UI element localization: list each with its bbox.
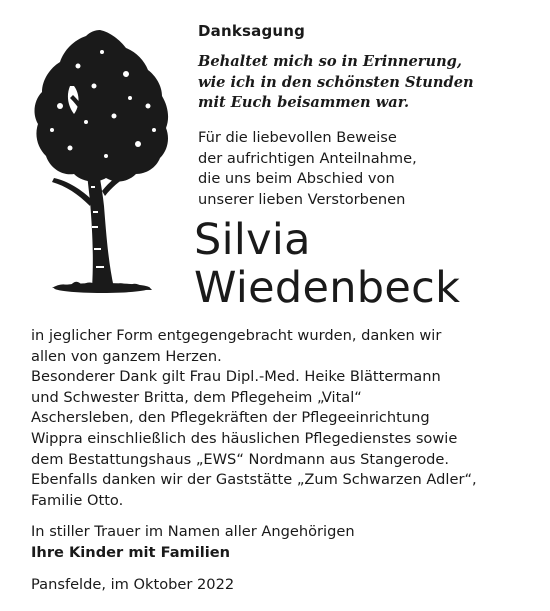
deceased-last-name: Wiedenbeck	[194, 263, 461, 313]
body-line: Wippra einschließlich des häuslichen Pflegedienstes sowie	[31, 429, 458, 447]
body-line: Besonderer Dank gilt Frau Dipl.-Med. Heike Blättermann	[31, 368, 441, 386]
closing-block	[31, 522, 355, 563]
quote-line: wie ich in den schönsten Stunden	[198, 73, 474, 91]
notice-heading: Danksagung	[198, 22, 306, 40]
acknowledgement-body	[31, 326, 477, 511]
quote-line: Behaltet mich so in Erinnerung,	[198, 53, 462, 70]
intro-line: Für die liebevollen Beweise	[198, 129, 397, 146]
quote-line: mit Euch beisammen war.	[198, 94, 410, 111]
place-date: Pansfelde, im Oktober 2022	[31, 576, 235, 593]
body-line: Aschersleben, den Pflegekräften der Pflegeeinrichtung	[31, 409, 430, 427]
body-line: allen von ganzem Herzen.	[31, 347, 222, 365]
intro-line: der aufrichtigen Anteilnahme,	[198, 149, 417, 167]
intro-text	[198, 128, 417, 210]
intro-line: unserer lieben Verstorbenen	[198, 190, 406, 208]
body-line: in jeglicher Form entgegengebracht wurden, danken wir	[31, 327, 442, 344]
intro-line: die uns beim Abschied von	[198, 170, 395, 187]
body-line: und Schwester Britta, dem Pflegeheim „Vital“	[31, 388, 362, 406]
memorial-quote	[198, 52, 474, 114]
closing-line: In stiller Trauer im Namen aller Angehörigen	[31, 523, 355, 540]
signature: Ihre Kinder mit Familien	[31, 543, 231, 561]
body-line: dem Bestattungshaus „EWS“ Nordmann aus Stangerode.	[31, 450, 450, 468]
deceased-name	[194, 216, 460, 312]
body-line: Familie Otto.	[31, 491, 124, 509]
birch-tree-icon	[30, 26, 172, 296]
deceased-first-name: Silvia	[194, 215, 311, 265]
body-line: Ebenfalls danken wir der Gaststätte „Zum Schwarzen Adler“,	[31, 471, 477, 489]
